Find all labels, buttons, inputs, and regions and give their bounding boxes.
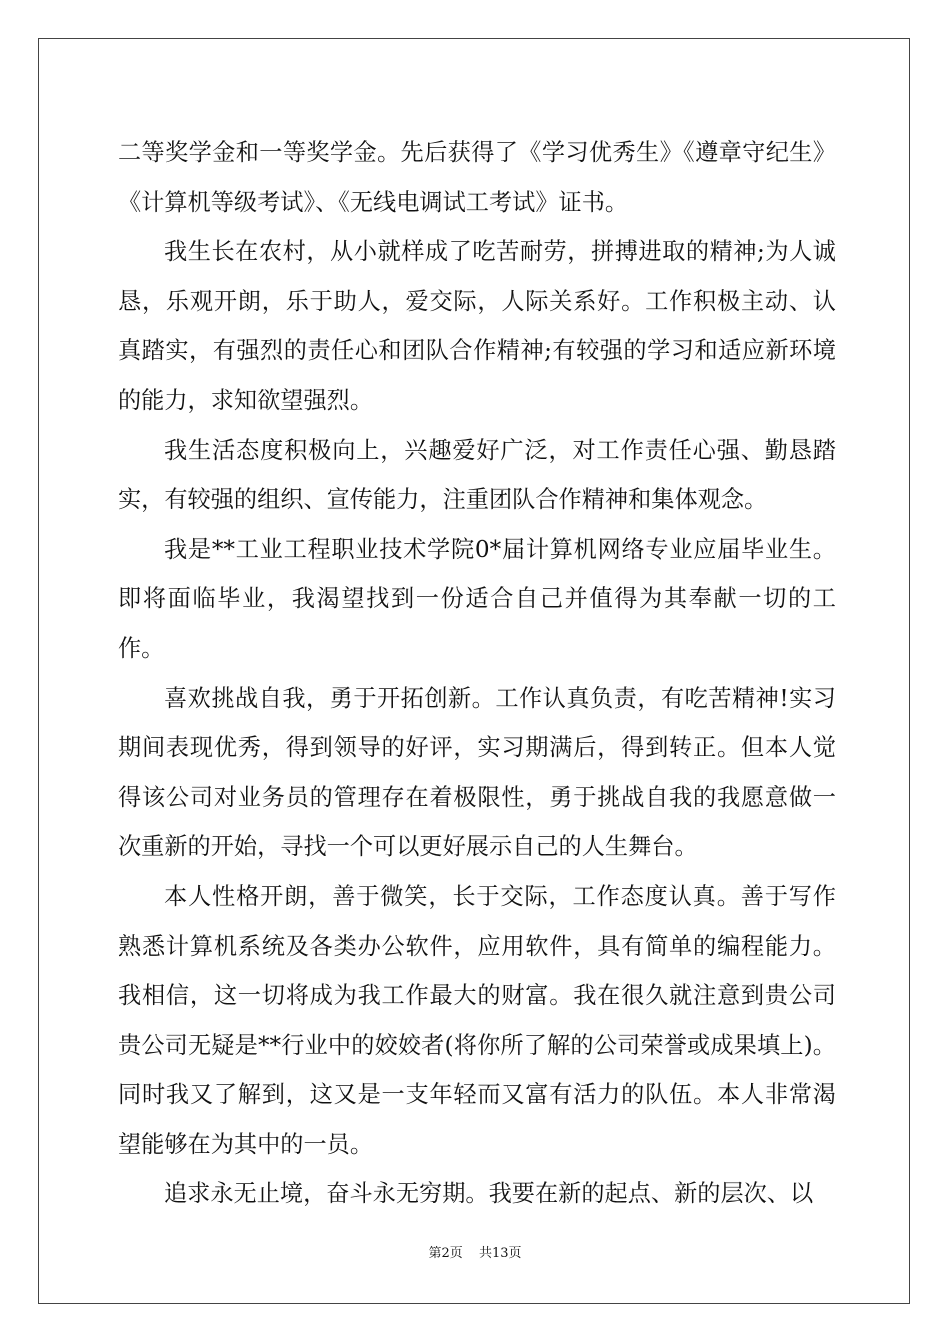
paragraph-5: 喜欢挑战自我，勇于开拓创新。工作认真负责，有吃苦精神!实习期间表现优秀，得到领导的好评，实习期满后，得到转正。但本人觉得该公司对业务员的管理存在着极限性，勇于挑战自我的我愿意做一次重新的开始，寻找一个可以更好展示自己的人生舞台。 <box>118 684 836 861</box>
current-page-number: 第2页 <box>428 1246 463 1261</box>
total-page-count: 共13页 <box>478 1246 522 1261</box>
paragraph-3: 我生活态度积极向上，兴趣爱好广泛，对工作责任心强、勤恳踏实，有较强的组织、宣传能力，注重团队合作精神和集体观念。 <box>118 436 836 514</box>
paragraph-1: 二等奖学金和一等奖学金。先后获得了《学习优秀生》《遵章守纪生》《计算机等级考试》、《无线电调试工考试》证书。 <box>118 139 836 216</box>
paragraph-6: 本人性格开朗，善于微笑，长于交际，工作态度认真。善于写作熟悉计算机系统及各类办公软件，应用软件，具有简单的编程能力。我相信，这一切将成为我工作最大的财富。我在很久就注意到贵公司贵公司无疑是**行业中的姣姣者(将你所了解的公司荣誉或成果填上)。同时我又了解到，这又是一支年轻而又富有活力的队伍。本人非常渴望能够在为其中的一员。 <box>118 882 836 1158</box>
paragraph-4: 我是**工业工程职业技术学院0*届计算机网络专业应届毕业生。即将面临毕业，我渴望找到一份适合自己并值得为其奉献一切的工作。 <box>118 535 836 662</box>
paragraph-2: 我生长在农村，从小就样成了吃苦耐劳，拼搏进取的精神;为人诚恳，乐观开朗，乐于助人，爱交际，人际关系好。工作积极主动、认真踏实，有强烈的责任心和团队合作精神;有较强的学习和适应新环境的能力，求知欲望强烈。 <box>118 238 836 414</box>
document-body <box>118 128 836 1219</box>
paragraph-7: 追求永无止境，奋斗永无穷期。我要在新的起点、新的层次、以 <box>164 1180 814 1208</box>
page-footer <box>0 1246 950 1262</box>
